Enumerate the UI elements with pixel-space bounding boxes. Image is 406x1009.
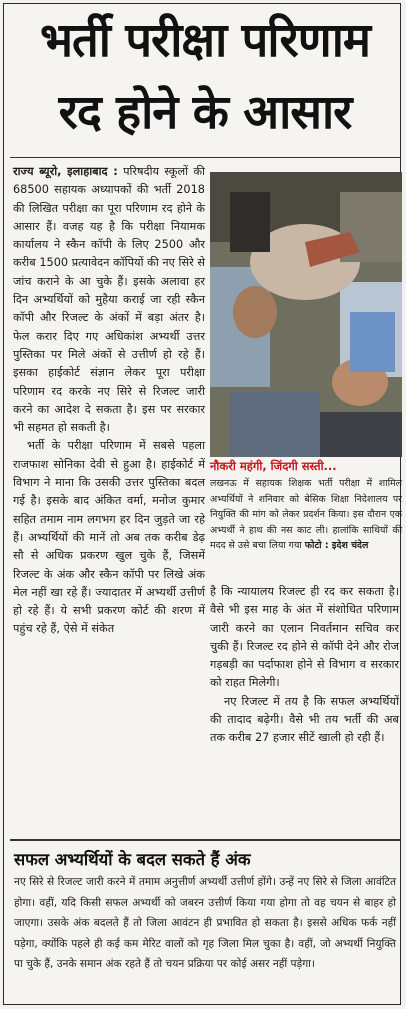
article-paragraph: नए रिजल्ट में तय है कि सफल अभ्यर्थियों की तादाद बढ़ेगी। वैसे भी तय भर्ती की अब तक करीब 27 हजार सीटें खाली हो रही हैं। — [210, 694, 399, 745]
article-column-2 — [210, 583, 399, 748]
headline-rule — [10, 157, 400, 158]
protest-photo — [210, 172, 402, 457]
box-text: नए सिरे से रिजल्ट जारी करने में तमाम अनुत्तीर्ण अभ्यर्थी उत्तीर्ण होंगे। उन्हें नए सिरे से जिला आवंटित होगा। वहीं, यदि किसी सफल अभ्यर्थी को जबरन उत्तीर्ण किया गया होगा तो वह चयन से बाहर हो जाएगा। उसके अंक बदलते हैं तो जिला आवंटन ही प्रभावित हो सकता है। इससे अधिक फर्क नहीं पड़ेगा, क्योंकि पहले ही कई कम मेरिट वालों को गृह जिला मिल चुका है। वहीं, जो अभ्यर्थी नियुक्ति पा चुके हैं, उनके समान अंक रहते हैं तो चयन प्रक्रिया पर कोई असर नहीं पड़ेगा। — [14, 876, 396, 970]
box-title: सफल अभ्यर्थियों के बदल सकते हैं अंक — [14, 850, 251, 869]
article-paragraph: है कि न्यायालय रिजल्ट ही रद कर सकता है। वैसे भी इस माह के अंत में संशोधित परिणाम जारी करने का एलान निवर्तमान सचिव कर चुकी हैं। रिजल्ट रद होने से कॉपी देने और रोज गड़बड़ी का पर्दाफाश होने से विभाग व सरकार को राहत मिलेगी। — [210, 585, 399, 690]
byline: राज्य ब्यूरो, इलाहाबाद : — [13, 165, 118, 178]
photo-caption-title: नौकरी महंगी, जिंदगी सस्ती... — [210, 459, 337, 473]
caption-text: लखनऊ में सहायक शिक्षक भर्ती परीक्षा में शामिल अभ्यर्थियों ने शनिवार को बेसिक शिक्षा निदेशालय पर नियुक्ति की मांग को लेकर प्रदर्शन किया। इस दौरान एक अभ्यर्थी ने हाथ की नस काट ली। हालांकि साथियों की मदद से उसे बचा लिया गया — [210, 478, 402, 552]
article-paragraph: परिषदीय स्कूलों की 68500 सहायक अध्यापकों की भर्ती 2018 की लिखित परीक्षा का पूरा परिणाम रद होने के आसार हैं। वजह यह है कि परीक्षा नियामक कार्यालय ने स्कैन कॉपी के लिए 2500 और करीब 1500 प्रत्यावेदन कॉपियों की नए सिरे से जांच कराने के आ चुके हैं। इसके अलावा हर दिन अभ्यर्थियों को मुहैया कराई जा रही स्कैन कॉपी और रिजल्ट के अंकों में बड़ा अंतर है। फेल करार दिए गए अधिकांश अभ्यर्थी उत्तर पुस्तिका पर मिले अंकों से उत्तीर्ण हो रहे हैं। इसका हाईकोर्ट संज्ञान लेकर पूरा परीक्षा परिणाम रद करके नए सिरे से रिजल्ट जारी करने का आदेश दे सकता है। इस पर सरकार भी सहमत हो सकती है। — [13, 165, 205, 435]
photo-credit: फोटो : इदेश चंदेल — [304, 540, 369, 552]
photo-caption — [210, 476, 402, 554]
headline-line-2: रद होने के आसार — [58, 85, 352, 140]
photo-image — [210, 172, 402, 457]
headline-line-1: भर्ती परीक्षा परिणाम — [39, 13, 371, 68]
article-column-1 — [13, 163, 205, 639]
box-rule — [10, 839, 400, 841]
article-paragraph: भर्ती के परीक्षा परिणाम में सबसे पहला राजफाश सोनिका देवी से हुआ है। हाईकोर्ट में विभाग ने माना कि उसकी उत्तर पुस्तिका बदल गई है। इसके बाद अंकित वर्मा, मनोज कुमार सहित तमाम नाम लगभग हर दिन जुड़ते जा रहे हैं। अभ्यर्थियों की मानें तो अब तक करीब डेढ़ सौ से अधिक प्रकरण खुल चुके हैं, जिसमें रिजल्ट के अंक और स्कैन कॉपी पर लिखे अंक मेल नहीं खा रहे हैं। ज्यादातर में अभ्यर्थी उत्तीर्ण हो रहे हैं। ये सभी प्रकरण कोर्ट की शरण में पहुंच रहे हैं, ऐसे में संकेत — [13, 439, 205, 636]
